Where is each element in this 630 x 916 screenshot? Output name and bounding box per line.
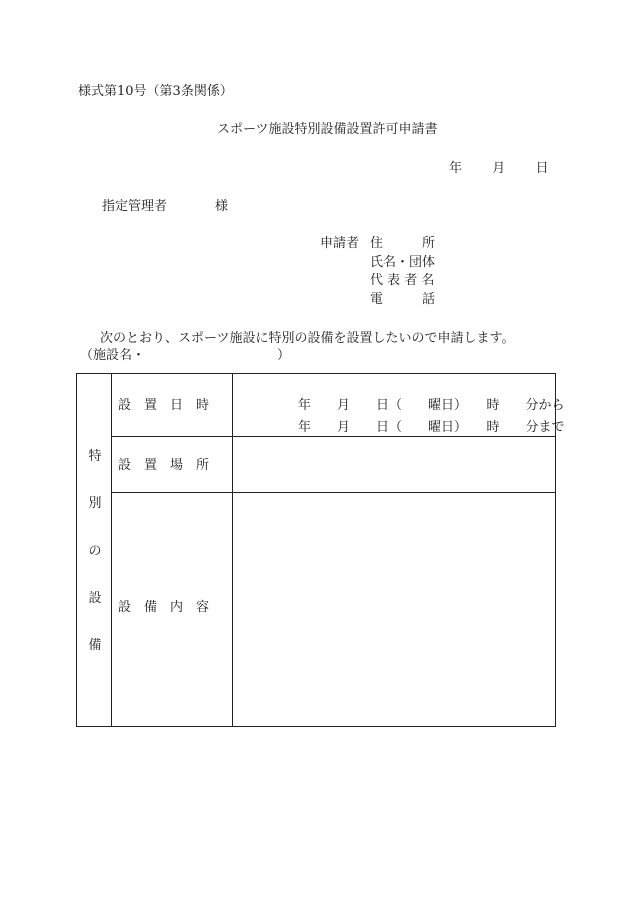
addressee xyxy=(102,199,228,215)
date-line xyxy=(449,161,549,177)
equipment-table xyxy=(76,373,565,727)
table-divider xyxy=(111,436,555,437)
row-label-datetime: 設 置 日 時 xyxy=(118,398,210,413)
date-day: 日 xyxy=(535,161,549,176)
date-month: 月 xyxy=(492,161,506,176)
datetime-from-line: 年 月 日（ 曜日） 時 分から xyxy=(298,398,565,413)
side-label-char: 特 xyxy=(88,449,102,464)
row-label-location: 設 置 場 所 xyxy=(118,458,210,473)
intro-text: 次のとおり、スポーツ施設に特別の設備を設置したいので申請します。 xyxy=(100,331,515,346)
side-label-char: の xyxy=(88,544,102,559)
document-title: スポーツ施設特別設備設置許可申請書 xyxy=(217,122,438,137)
datetime-to-line: 年 月 日（ 曜日） 時 分まで xyxy=(298,420,565,435)
form-number: 様式第10号（第3条関係） xyxy=(78,84,233,99)
side-label-char: 備 xyxy=(88,638,102,653)
side-label-char: 設 xyxy=(88,591,102,606)
addressee-honorific: 様 xyxy=(215,199,229,214)
applicant-field-phone: 電 話 xyxy=(370,292,436,307)
facility-open: （施設名・ xyxy=(80,348,146,363)
date-year: 年 xyxy=(449,161,463,176)
applicant-field-address: 住 所 xyxy=(370,236,436,251)
addressee-name: 指定管理者 xyxy=(102,199,168,214)
row-label-content: 設 備 内 容 xyxy=(118,600,210,615)
facility-name-line xyxy=(80,348,290,364)
side-label-char: 別 xyxy=(88,496,102,511)
applicant-field-name: 氏名・団体 xyxy=(370,255,436,270)
table-divider xyxy=(111,374,112,726)
applicant-label: 申請者 xyxy=(320,236,360,251)
table-divider xyxy=(111,492,555,493)
applicant-field-representative: 代 表 者 名 xyxy=(370,273,435,288)
table-divider xyxy=(232,374,233,726)
facility-close: ） xyxy=(277,348,291,363)
